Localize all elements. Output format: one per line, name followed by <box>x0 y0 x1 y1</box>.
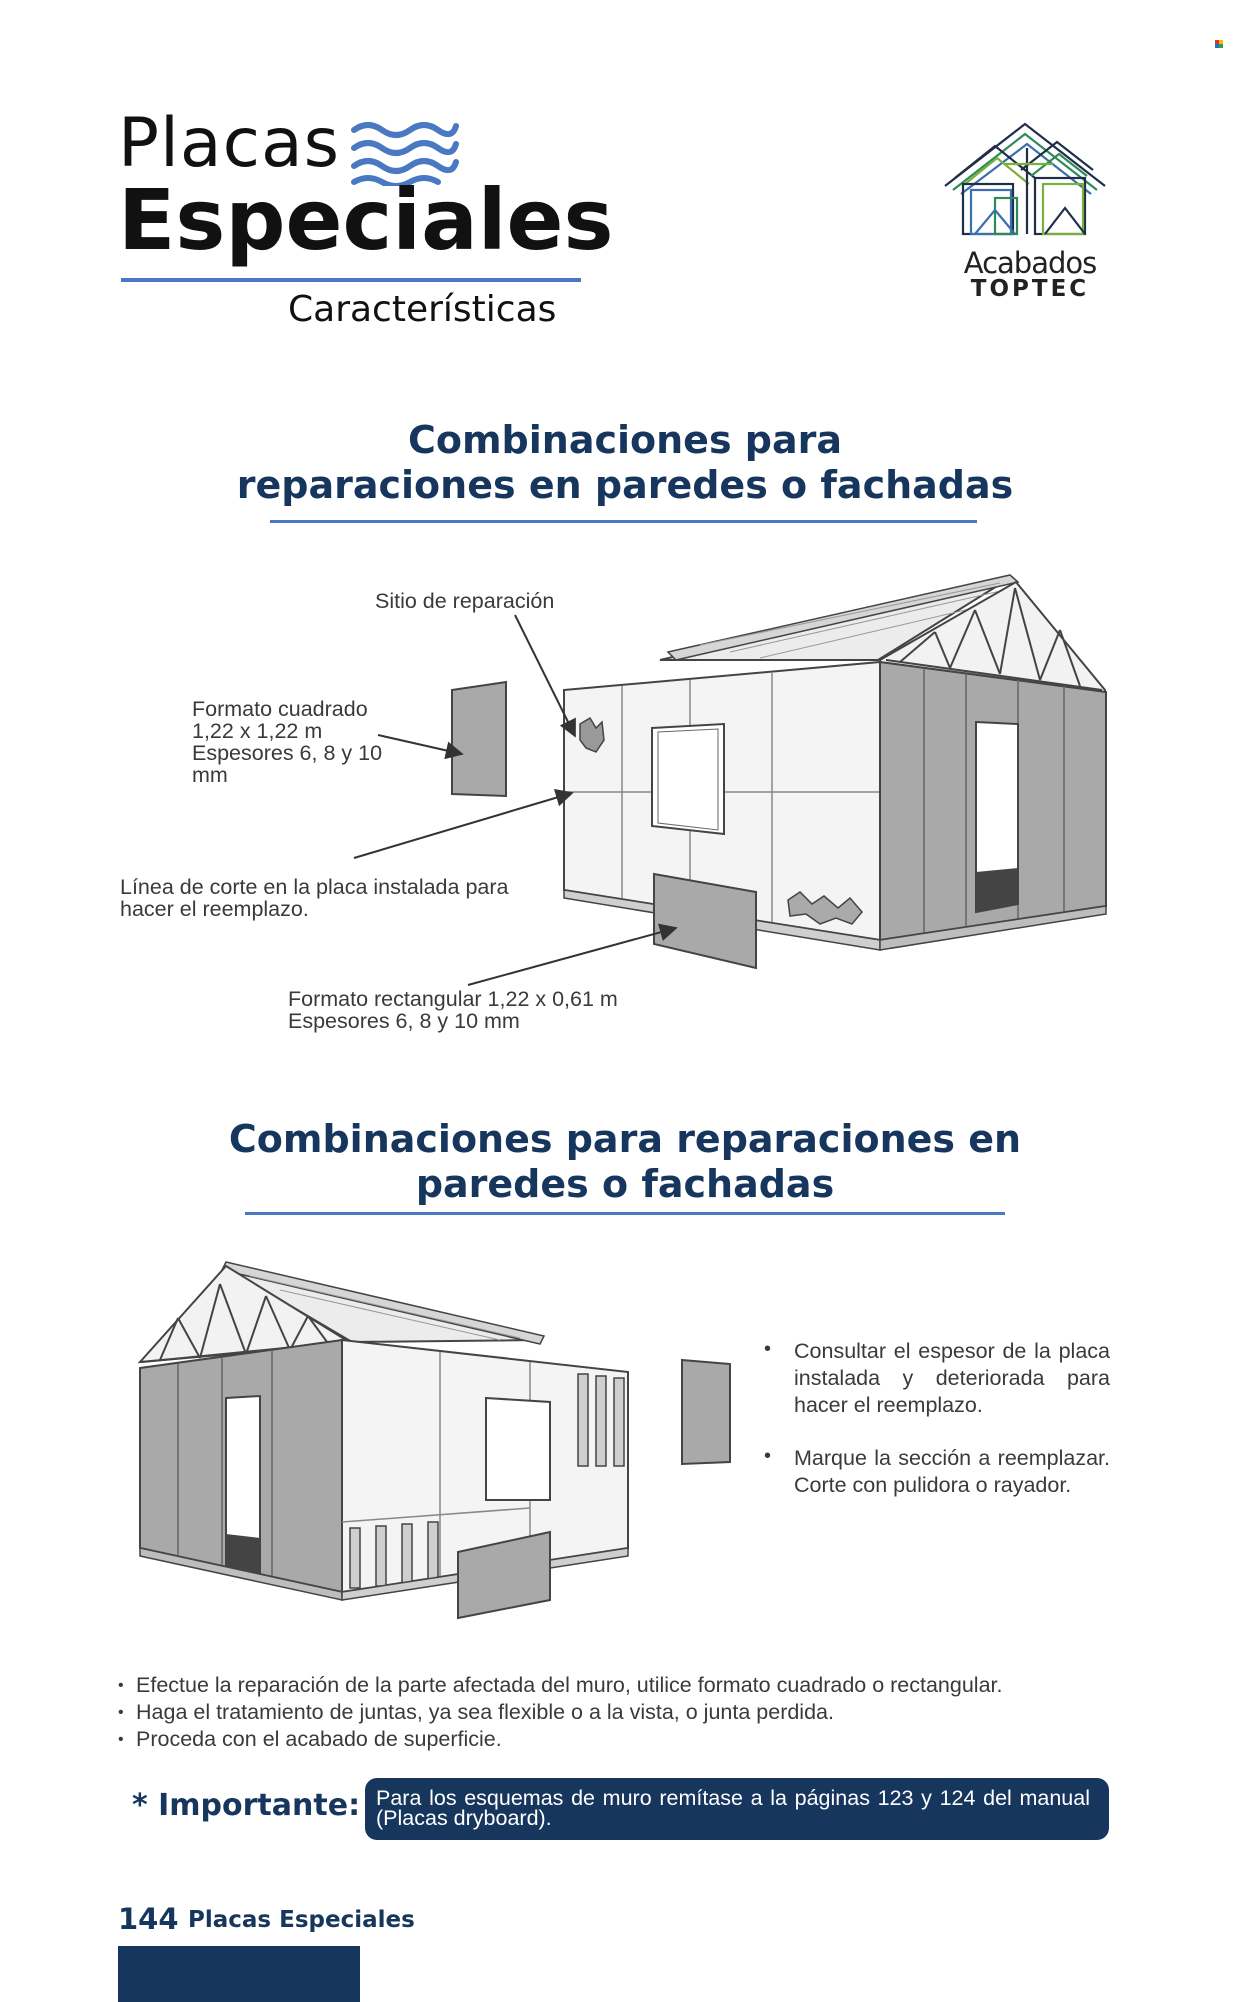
arrow-sitio <box>515 615 575 736</box>
section2-heading-line2: paredes o fachadas <box>415 1162 835 1206</box>
bullet-icon: • <box>764 1445 772 1467</box>
logo-text-toptec: TOPTEC <box>970 276 1090 302</box>
logo-text-acabados: Acabados <box>963 246 1097 280</box>
page-subtitle: Características <box>288 289 557 330</box>
list-item <box>118 1726 1118 1753</box>
section1-heading-line2: reparaciones en paredes o fachadas <box>236 463 1014 507</box>
side-wall <box>880 662 1106 950</box>
title-especiales: Especiales <box>118 171 614 269</box>
arrow-linea <box>354 793 572 858</box>
title-placas: Placas <box>118 104 341 183</box>
section2-heading <box>220 1117 1030 1207</box>
list-item <box>760 1338 1110 1419</box>
arrow-rectangular <box>468 928 676 985</box>
section1-heading-line1: Combinaciones para <box>407 418 843 462</box>
label-formato-cuadrado: Formato cuadrado 1,22 x 1,22 m Espesores 6, 8 y 10 mm <box>192 697 383 787</box>
corner-color-mark <box>1215 40 1223 48</box>
instructions-list <box>760 1338 1110 1525</box>
section2-heading-line1: Combinaciones para reparaciones en <box>228 1117 1022 1161</box>
house-repair-diagram <box>0 560 1250 1040</box>
list-item <box>760 1445 1110 1499</box>
section2-underline <box>245 1212 1005 1215</box>
square-panel-2 <box>682 1360 730 1464</box>
toptec-house-logo <box>935 118 1115 248</box>
bullet-icon: • <box>118 1677 124 1694</box>
bullet-icon: • <box>118 1704 124 1721</box>
side-wall-2 <box>140 1340 342 1600</box>
section1-heading <box>200 418 1050 508</box>
bullet-icon: • <box>764 1338 772 1360</box>
section1-underline <box>270 520 977 523</box>
label-formato-rectangular-line2: Espesores 6, 8 y 10 mm <box>288 1009 520 1033</box>
footer-bar <box>118 1946 360 2002</box>
list-item-text: Consultar el espesor de la placa instalada y deteriorada para hacer el reemplazo. <box>794 1339 1110 1417</box>
house-repair-diagram-2 <box>120 1250 760 1630</box>
bullet-icon: • <box>118 1731 124 1748</box>
list-item-text: Proceda con el acabado de superficie. <box>136 1727 502 1751</box>
label-sitio-reparacion: Sitio de reparación <box>375 589 555 613</box>
list-item <box>118 1699 1118 1726</box>
label-formato-rectangular <box>288 988 708 1032</box>
steps-list <box>118 1672 1118 1753</box>
label-formato-rectangular-line1: Formato rectangular 1,22 x 0,61 m <box>288 987 618 1011</box>
list-item-text: Efectue la reparación de la parte afectada del muro, utilice formato cuadrado o rectangular. <box>136 1673 1003 1697</box>
title-underline <box>121 278 581 282</box>
page-number: 144 <box>118 1902 179 1936</box>
footer-title: Placas Especiales <box>188 1907 415 1933</box>
square-panel <box>452 682 506 796</box>
list-item-text: Marque la sección a reemplazar. Corte con pulidora o rayador. <box>794 1446 1110 1497</box>
label-linea-corte: Línea de corte en la placa instalada para hacer el reemplazo. <box>120 875 509 921</box>
important-text: Para los esquemas de muro remítase a la páginas 123 y 124 del manual (Placas dryboard). <box>376 1786 1090 1830</box>
list-item <box>118 1672 1118 1699</box>
important-label: * Importante: <box>132 1788 361 1823</box>
list-item-text: Haga el tratamiento de juntas, ya sea flexible o a la vista, o junta perdida. <box>136 1700 834 1724</box>
